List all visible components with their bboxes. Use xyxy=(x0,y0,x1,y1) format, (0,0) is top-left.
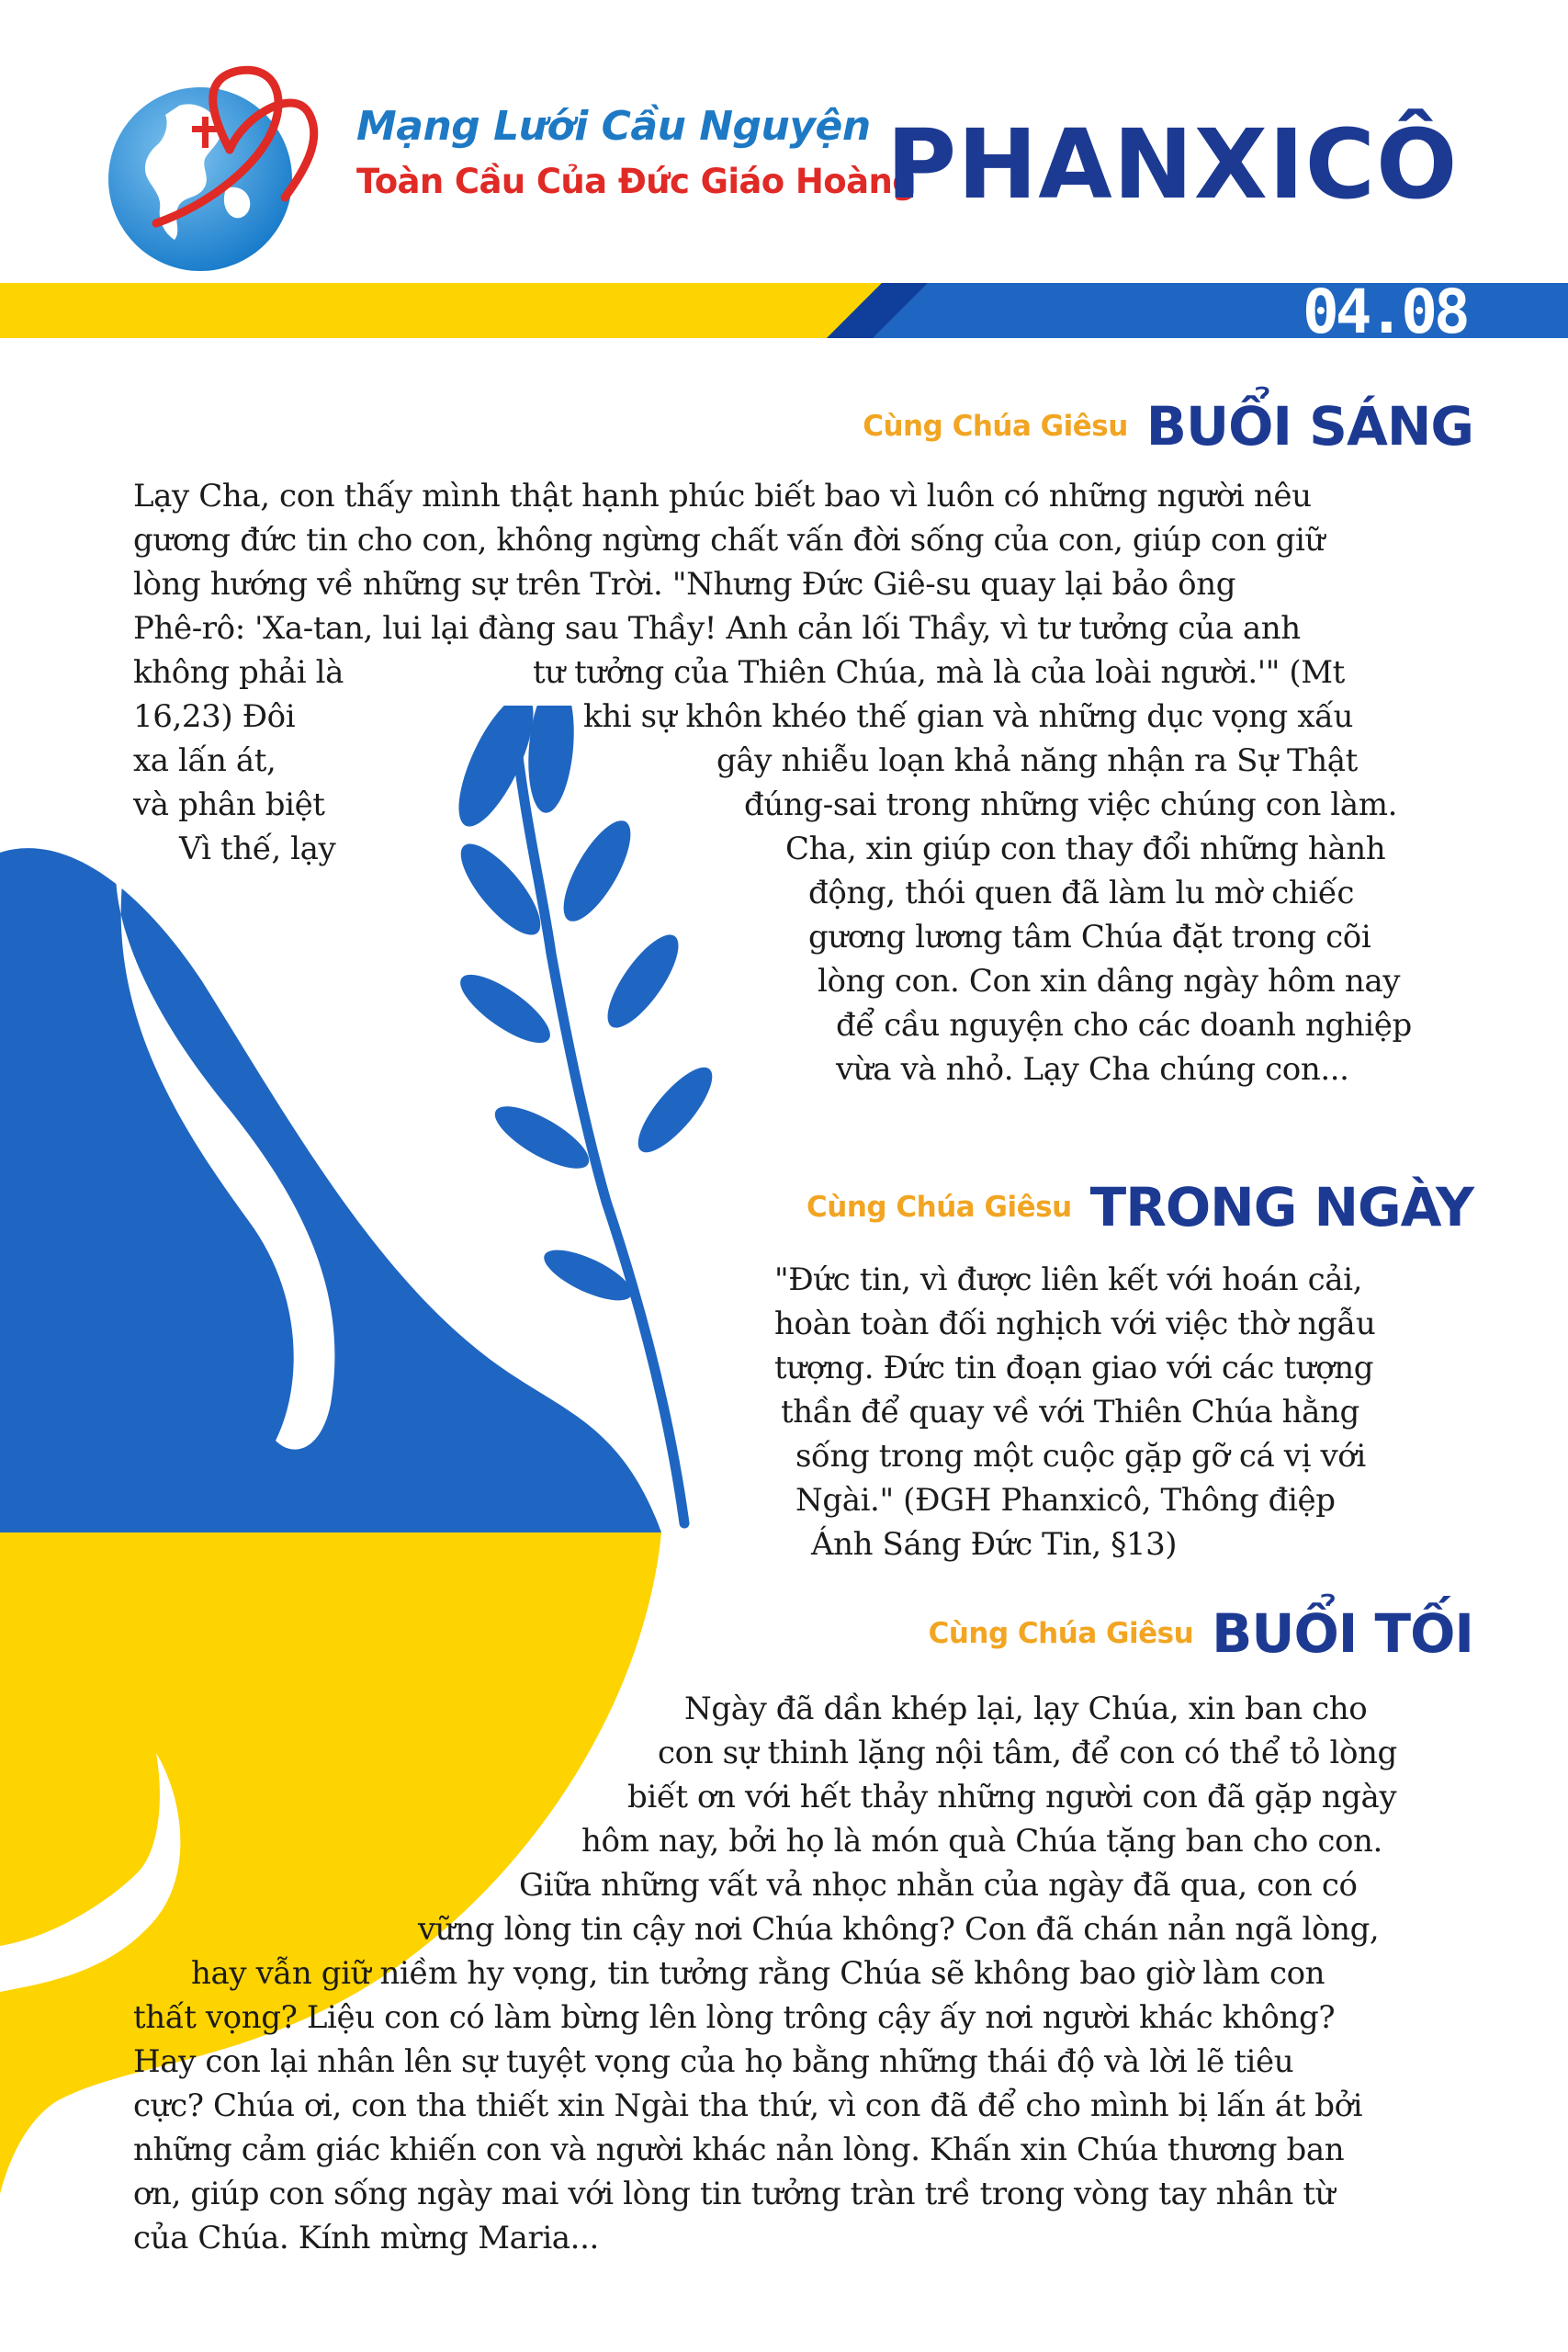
text-line: Hay con lại nhân lên sự tuyệt vọng của họ bằng những thái độ và lời lẽ tiêu xyxy=(133,2043,1294,2080)
section-title-day xyxy=(807,1176,1473,1238)
text-line: lòng con. Con xin dâng ngày hôm nay xyxy=(818,963,1401,1000)
text-line: cực? Chúa ơi, con tha thiết xin Ngài tha thứ, vì con đã để cho mình bị lấn át bởi xyxy=(133,2087,1363,2124)
date-label: 04.08 xyxy=(1303,277,1467,347)
text-line: khi sự khôn khéo thế gian và những dục vọng xấu xyxy=(583,698,1354,735)
text-line: hôm nay, bởi họ là món quà Chúa tặng ban cho con. xyxy=(581,1823,1382,1860)
text-line: Giữa những vất vả nhọc nhằn của ngày đã qua, con có xyxy=(519,1867,1358,1904)
text-line: động, thói quen đã làm lu mờ chiếc xyxy=(808,875,1355,911)
text-line: Ngày đã dần khép lại, lạy Chúa, xin ban cho xyxy=(684,1690,1368,1727)
text-line: Phê-rô: 'Xa-tan, lui lại đàng sau Thầy! Anh cản lối Thầy, vì tư tưởng của anh xyxy=(133,610,1301,647)
dove-icon xyxy=(0,848,661,1532)
text-line: "Đức tin, vì được liên kết với hoán cải, xyxy=(774,1261,1363,1298)
text-line: để cầu nguyện cho các doanh nghiệp xyxy=(836,1007,1412,1044)
text-line: Cha, xin giúp con thay đổi những hành xyxy=(785,831,1386,867)
text-line: gương đức tin cho con, không ngừng chất vấn đời sống của con, giúp con giữ xyxy=(133,522,1325,559)
section-heading: TRONG NGÀY xyxy=(1089,1176,1473,1238)
text-line: sống trong một cuộc gặp gỡ cá vị với xyxy=(795,1438,1366,1475)
text-line: thất vọng? Liệu con có làm bừng lên lòng trông cậy ấy nơi người khác không? xyxy=(133,1999,1336,2036)
section-heading: BUỔI SÁNG xyxy=(1145,395,1473,458)
section-title-evening xyxy=(929,1602,1473,1665)
text-line: Ngài." (ĐGH Phanxicô, Thông điệp xyxy=(795,1482,1336,1519)
logo xyxy=(92,51,331,280)
text-line: ơn, giúp con sống ngày mai với lòng tin tưởng tràn trề trong vòng tay nhân từ xyxy=(133,2176,1336,2212)
text-line: đúng-sai trong những việc chúng con làm. xyxy=(744,786,1397,823)
text-line: Vì thế, lạy xyxy=(179,831,336,867)
text-line: 16,23) Đôi xyxy=(133,698,296,735)
text-line: Lạy Cha, con thấy mình thật hạnh phúc biết bao vì luôn có những người nêu xyxy=(133,478,1312,514)
text-line: biết ơn với hết thảy những người con đã gặp ngày xyxy=(627,1779,1397,1815)
text-line: thần để quay về với Thiên Chúa hằng xyxy=(781,1394,1359,1430)
text-line: không phải là xyxy=(133,654,344,691)
text-line: gương lương tâm Chúa đặt trong cõi xyxy=(808,919,1371,956)
brand-line2: Toàn Cầu Của Đức Giáo Hoàng xyxy=(356,162,917,201)
text-line: vừa và nhỏ. Lạy Cha chúng con... xyxy=(836,1051,1349,1088)
section-label: Cùng Chúa Giêsu xyxy=(807,1191,1072,1224)
section-title-morning xyxy=(863,395,1473,458)
text-line: Ánh Sáng Đức Tin, §13) xyxy=(811,1526,1178,1563)
section-label: Cùng Chúa Giêsu xyxy=(863,410,1128,443)
text-line: lòng hướng về những sự trên Trời. "Nhưng Đức Giê-su quay lại bảo ông xyxy=(133,566,1236,603)
text-line: tượng. Đức tin đoạn giao với các tượng xyxy=(774,1350,1374,1386)
brand-name: PHANXICÔ xyxy=(886,108,1459,220)
text-line: xa lấn át, xyxy=(133,742,276,779)
brand-line1: Mạng Lưới Cầu Nguyện xyxy=(356,103,871,150)
text-line: của Chúa. Kính mừng Maria... xyxy=(133,2220,599,2256)
section-label: Cùng Chúa Giêsu xyxy=(928,1617,1194,1650)
section-heading: BUỔI TỐI xyxy=(1212,1602,1473,1665)
globe-heart-cross-icon xyxy=(92,51,331,280)
text-line: hay vẫn giữ niềm hy vọng, tin tưởng rằng Chúa sẽ không bao giờ làm con xyxy=(191,1955,1325,1992)
text-line: con sự thinh lặng nội tâm, để con có thể tỏ lòng xyxy=(658,1735,1397,1771)
text-line: và phân biệt xyxy=(133,786,325,823)
text-line: hoàn toàn đối nghịch với việc thờ ngẫu xyxy=(774,1306,1376,1342)
text-line: gây nhiễu loạn khả năng nhận ra Sự Thật xyxy=(716,742,1358,779)
text-line: tư tưởng của Thiên Chúa, mà là của loài người.'" (Mt xyxy=(533,654,1345,691)
text-line: vững lòng tin cậy nơi Chúa không? Con đã chán nản ngã lòng, xyxy=(418,1911,1380,1948)
text-line: những cảm giác khiến con và người khác nản lòng. Khấn xin Chúa thương ban xyxy=(133,2132,1345,2168)
